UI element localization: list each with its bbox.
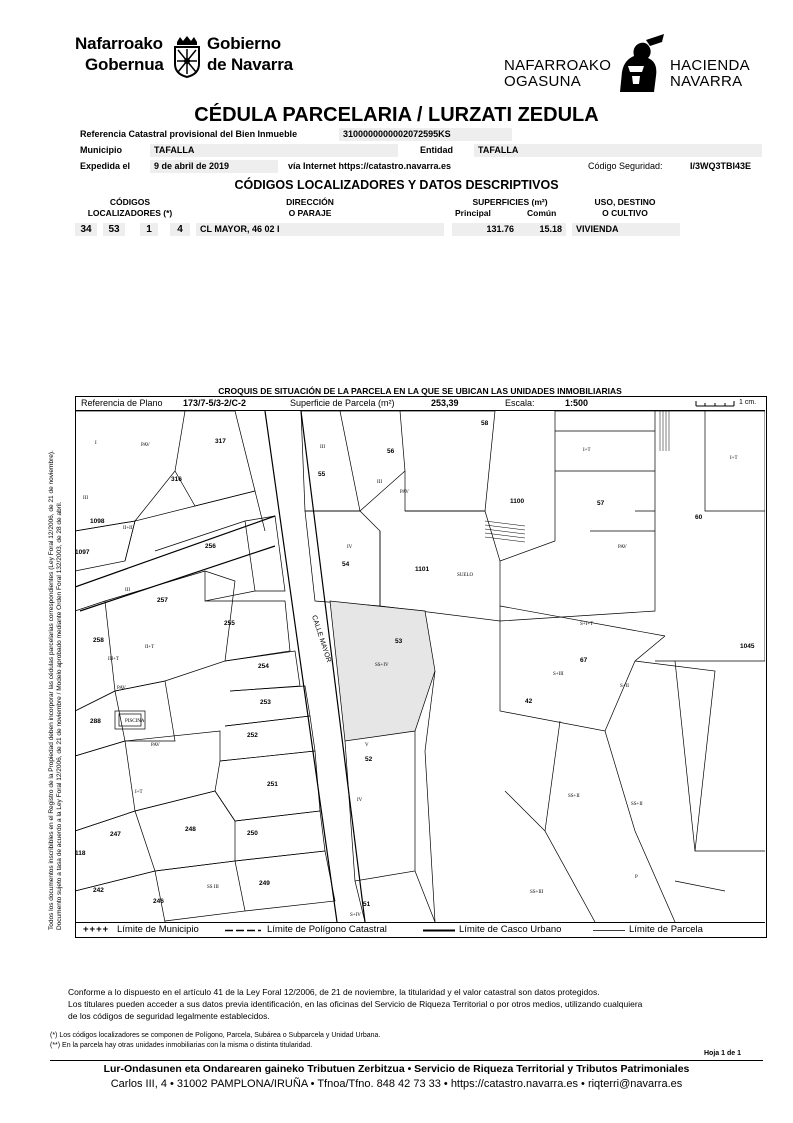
parcel-label-252: 252 <box>247 732 258 739</box>
map-use-label: PISCINA <box>125 719 145 724</box>
header-line: O PARAJE <box>288 208 332 218</box>
parcel-label-246: 246 <box>153 898 164 905</box>
legend-casco-text: Límite de Casco Urbano <box>459 924 562 935</box>
map-use-label: II+II <box>123 526 133 531</box>
escala-label: Escala: <box>505 398 535 408</box>
map-use-label: SS III <box>207 885 219 890</box>
parcel-label-248: 248 <box>185 826 196 833</box>
header-line: SUPERFICIES (m²) <box>472 197 548 207</box>
parcel-label-247: 247 <box>110 831 121 838</box>
scale-bar-label: 1 cm. <box>739 399 757 406</box>
map-use-label: I <box>95 441 97 446</box>
parcel-label-258: 258 <box>93 637 104 644</box>
hacienda-emblem-icon <box>606 32 668 94</box>
parcel-label-1100: 1100 <box>510 498 525 505</box>
map-use-label: III <box>320 445 325 450</box>
parcel-label-242: 242 <box>93 887 104 894</box>
map-use-label: P <box>635 875 638 880</box>
map-use-label: III <box>83 496 88 501</box>
uso-value: VIVIENDA <box>572 223 680 236</box>
col-direccion-header <box>260 197 360 219</box>
parcel-label-51: 51 <box>363 901 371 908</box>
logo-text: Gobernua <box>85 55 164 74</box>
map-use-label: III <box>377 480 382 485</box>
legend-poligono-text: Límite de Polígono Catastral <box>267 924 387 935</box>
map-use-label: PAV <box>141 443 150 448</box>
parcel-label-250: 250 <box>247 830 258 837</box>
map-use-label: IV <box>357 798 363 803</box>
logo-text: NAFARROAKO <box>504 57 612 74</box>
parcel-label-53: 53 <box>395 638 403 645</box>
legend-municipio-text: Límite de Municipio <box>117 924 199 935</box>
parcel-label-54: 54 <box>342 561 350 568</box>
header-line: CÓDIGOS <box>109 197 151 207</box>
map-use-label: S+III <box>553 672 564 677</box>
parcel-label-249: 249 <box>259 880 270 887</box>
parcel-label-316: 316 <box>171 476 182 483</box>
map-use-label: PAV <box>151 743 160 748</box>
page-title: CÉDULA PARCELARIA / LURZATI ZEDULA <box>194 104 599 126</box>
legend-casco-symbol <box>423 929 455 932</box>
croquis-info-bar <box>75 396 765 411</box>
map-use-label: PAV <box>400 490 409 495</box>
parcel-label-1101: 1101 <box>415 566 430 573</box>
gobierno-navarra-logo <box>75 34 305 86</box>
escala-value: 1:500 <box>565 398 589 408</box>
parcel-label-52: 52 <box>365 756 373 763</box>
parcel-label-257: 257 <box>157 597 168 604</box>
parcel-label-55: 55 <box>318 471 326 478</box>
parcel-label-256: 256 <box>205 543 216 550</box>
header-line: LOCALIZADORES (*) <box>87 208 173 218</box>
entidad-label: Entidad <box>420 145 453 155</box>
contact-address: Carlos III, 4 • 31002 PAMPLONA/IRUÑA • Tfnoa/Tfno. 848 42 73 33 • https://catastro.navarra.es • riqterri@navarra.es <box>110 1078 683 1090</box>
parcel-label-1097: 1097 <box>75 549 90 556</box>
map-use-label: III+T <box>108 657 119 662</box>
map-use-label: S+II <box>620 684 629 689</box>
logo-text: HACIENDA <box>670 57 750 74</box>
legend-poligono-symbol <box>225 929 261 932</box>
map-use-label: V <box>365 743 369 748</box>
parcel-label-67: 67 <box>580 657 588 664</box>
superficie-comun: 15.18 <box>514 223 566 236</box>
croquis-title: CROQUIS DE SITUACIÓN DE LA PARCELA EN LA QUE SE UBICAN LAS UNIDADES INMOBILIARIAS <box>218 386 622 396</box>
entidad-value: TAFALLA <box>474 144 762 157</box>
legal-line: de los códigos de seguridad legalmente establecidos. <box>68 1011 270 1021</box>
side-legal-note <box>48 430 72 930</box>
map-legend <box>75 922 765 937</box>
parcel-label-1045: 1045 <box>740 643 755 650</box>
codigo-parcela: 53 <box>103 223 125 236</box>
map-use-label: I+T <box>730 456 738 461</box>
parcel-label-317: 317 <box>215 438 226 445</box>
parcel-label-254: 254 <box>258 663 269 670</box>
page-count: Hoja 1 de 1 <box>704 1050 741 1057</box>
codigo-seguridad-label: Código Seguridad: <box>588 161 663 171</box>
codigo-unidad: 4 <box>170 223 190 236</box>
logo-text: NAVARRA <box>670 73 743 90</box>
header-line: O CULTIVO <box>602 208 648 218</box>
parcel-label-56: 56 <box>387 448 395 455</box>
via-internet: vía Internet https://catastro.navarra.es <box>288 161 452 171</box>
map-use-label: S+I+T <box>580 622 594 627</box>
map-use-label: SS+III <box>530 890 544 895</box>
footnote: (*) Los códigos localizadores se componen de Polígono, Parcela, Subárea o Subparcela y Unidad Urbana. <box>50 1032 381 1039</box>
col-principal-header: Principal <box>455 208 491 218</box>
map-use-label: SS+IV <box>375 663 389 668</box>
direccion-value: CL MAYOR, 46 02 I <box>196 223 444 236</box>
legal-paragraph <box>68 986 768 1022</box>
logo-text: Gobierno <box>207 34 281 53</box>
map-use-label: I+T <box>583 448 591 453</box>
map-use-label: PAV <box>618 545 627 550</box>
superficie-principal: 131.76 <box>452 223 518 236</box>
side-note-line: Todos los documentos inscribibles en el Registro de la Propiedad deben incorporar las cédulas parcelarias correspondientes (Ley Foral 12/2006, de 21 de noviembre). <box>48 450 55 930</box>
parcel-label-57: 57 <box>597 500 605 507</box>
municipio-label: Municipio <box>80 145 122 155</box>
codigo-subarea: 1 <box>140 223 158 236</box>
municipio-value: TAFALLA <box>150 144 398 157</box>
ref-plano-label: Referencia de Plano <box>81 398 163 408</box>
footer-divider <box>50 1060 763 1061</box>
parcel-label-251: 251 <box>267 781 278 788</box>
logo-text: OGASUNA <box>504 73 582 90</box>
map-use-label: II+T <box>145 645 155 650</box>
col-comun-header: Común <box>527 208 557 218</box>
col-uso-header <box>575 197 675 219</box>
parcel-label-253: 253 <box>260 699 271 706</box>
footnote: (**) En la parcela hay otras unidades inmobiliarias con la misma o distinta titularidad. <box>50 1042 313 1049</box>
map-use-label: PAV <box>117 686 126 691</box>
footnotes <box>50 1031 380 1051</box>
map-use-label: I+T <box>135 790 143 795</box>
codigo-poligono: 34 <box>75 223 97 236</box>
header-line: USO, DESTINO <box>594 197 656 207</box>
codigo-seguridad-value: I/3WQ3TBI43E <box>690 161 752 171</box>
map-use-label: III <box>125 588 130 593</box>
col-codigos-header <box>80 197 180 219</box>
sup-parcela-value: 253,39 <box>431 398 459 408</box>
map-use-label: SS+II <box>568 794 580 799</box>
scale-bar-icon <box>695 400 735 407</box>
map-use-label: SUELO <box>457 573 474 578</box>
header-line: DIRECCIÓN <box>286 197 334 207</box>
street-edge <box>75 516 275 611</box>
sup-parcela-label: Superficie de Parcela (m²) <box>290 398 395 408</box>
expedida-label: Expedida el <box>80 161 131 171</box>
ref-catastral-value: 3100000000002072595KS <box>339 128 512 141</box>
legend-parcela-text: Límite de Parcela <box>629 924 703 935</box>
side-note-line: Documento sujeto a tasa de acuerdo a la Ley Foral 12/2006, de 21 de noviembre / Modelo aprobado mediante Orden Foral 132/2003, de 28 de abril. <box>56 501 63 930</box>
parcel-map <box>75 411 765 922</box>
parcel-label-60: 60 <box>695 514 703 521</box>
parcel-label-58: 58 <box>481 420 489 427</box>
ref-catastral-label: Referencia Catastral provisional del Bien Inmueble <box>80 129 298 139</box>
hacienda-navarra-logo <box>500 30 790 95</box>
legal-line: Los titulares pueden acceder a sus datos previa identificación, en las oficinas del Servicio de Riqueza Territorial o por otros medios, utilizando cualquiera <box>68 999 643 1009</box>
map-use-label: S+IV <box>350 913 361 918</box>
legend-parcela-symbol <box>593 929 625 932</box>
logo-text: de Navarra <box>207 55 293 74</box>
section-title: CÓDIGOS LOCALIZADORES Y DATOS DESCRIPTIVOS <box>234 178 559 192</box>
col-superficies-header <box>450 197 570 208</box>
parcel-label-288: 288 <box>90 718 101 725</box>
logo-text: Nafarroako <box>75 34 163 53</box>
parcel-label-1098: 1098 <box>90 518 105 525</box>
navarra-shield-icon <box>172 34 202 78</box>
ref-plano-value: 173/7-5/3-2/C-2 <box>183 398 247 408</box>
parcel-label-42: 42 <box>525 698 533 705</box>
map-use-label: SS+II <box>631 802 643 807</box>
parcel-label-255: 255 <box>224 620 235 627</box>
map-use-label: IV <box>347 545 353 550</box>
legal-line: Conforme a lo dispuesto en el artículo 41 de la Ley Foral 12/2006, de 21 de noviembre, la titularidad y el valor catastral son datos protegidos. <box>68 987 600 997</box>
parcel-label-118: 118 <box>75 850 86 857</box>
legend-municipio-symbol: ++++ <box>83 924 110 935</box>
street-name: CALLE MAYOR <box>310 614 332 664</box>
expedida-value: 9 de abril de 2019 <box>150 160 278 173</box>
organization-name: Lur-Ondasunen eta Ondarearen gaineko Tributuen Zerbitzua • Servicio de Riqueza Territorial y Tributos Patrimoniales <box>103 1063 690 1075</box>
